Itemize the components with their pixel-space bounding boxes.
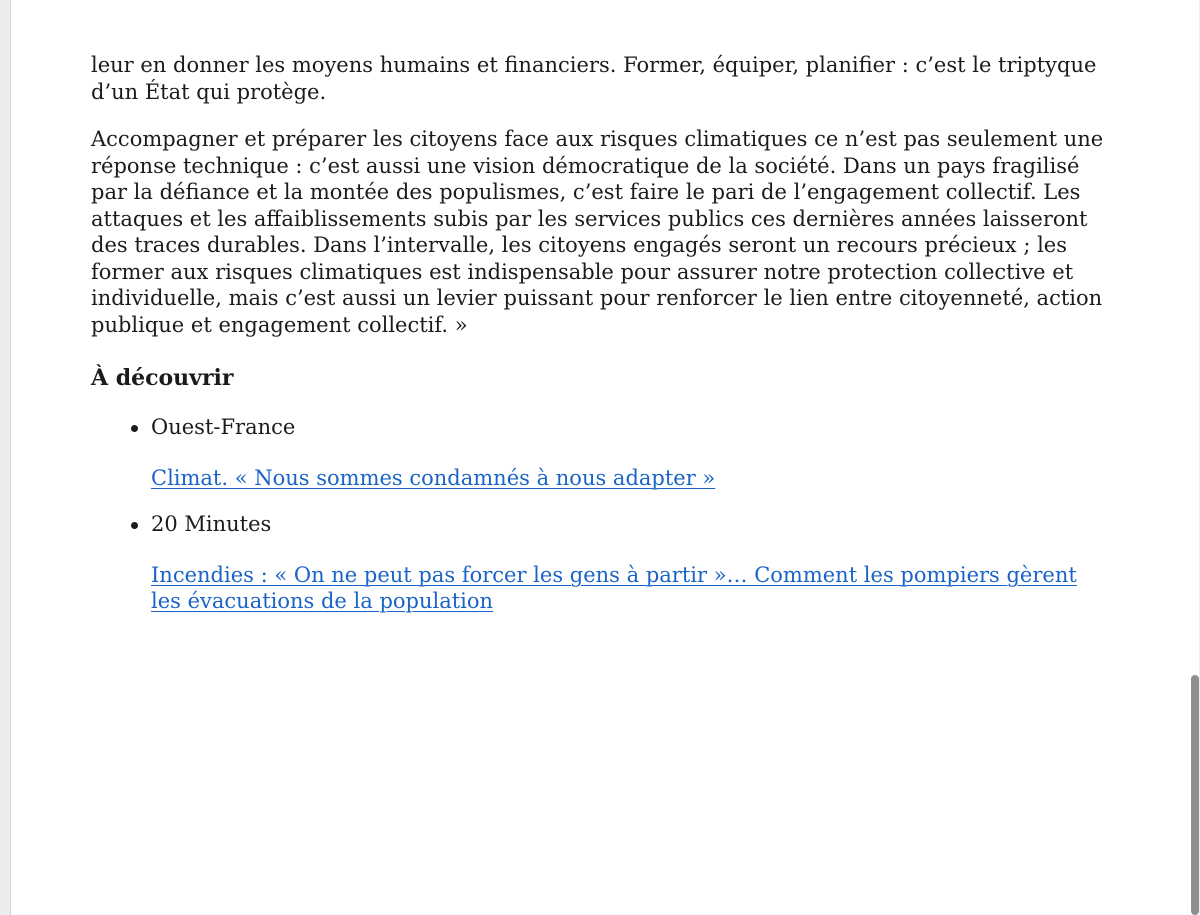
bullet-icon — [131, 425, 138, 432]
article-paragraph-1: leur en donner les moyens humains et financiers. Former, équiper, planifier : c’est le triptyque d’un État qui protège. — [91, 53, 1097, 104]
article-body — [91, 52, 1111, 615]
discover-heading: À découvrir — [91, 365, 234, 391]
reader-view — [10, 0, 1199, 915]
list-item — [151, 414, 1111, 491]
related-article-link[interactable]: Incendies : « On ne peut pas forcer les gens à partir »… Comment les pompiers gèrent les évacuations de la population — [151, 562, 1077, 613]
vertical-scrollbar[interactable] — [1191, 675, 1199, 915]
discover-list — [91, 414, 1111, 615]
source-name: 20 Minutes — [151, 512, 272, 536]
related-article-link[interactable]: Climat. « Nous sommes condamnés à nous adapter » — [151, 465, 716, 490]
list-item — [151, 511, 1111, 615]
bullet-icon — [131, 522, 138, 529]
source-name: Ouest-France — [151, 415, 296, 439]
article-paragraph-2: Accompagner et préparer les citoyens face aux risques climatiques ce n’est pas seulement une réponse technique : c’est aussi une vision démocratique de la société. Dans un pays fragilisé par la défiance et la montée des populismes, c’est faire le pari de l’engagement collectif. Les attaques et les affaiblissements subis par les services publics ces dernières années laisseront des traces durables. Dans l’intervalle, les citoyens engagés seront un recours précieux ; les former aux risques climatiques est indispensable pour assurer notre protection collective et individuelle, mais c’est aussi un levier puissant pour renforcer le lien entre citoyenneté, action publique et engagement collectif. » — [91, 127, 1104, 337]
